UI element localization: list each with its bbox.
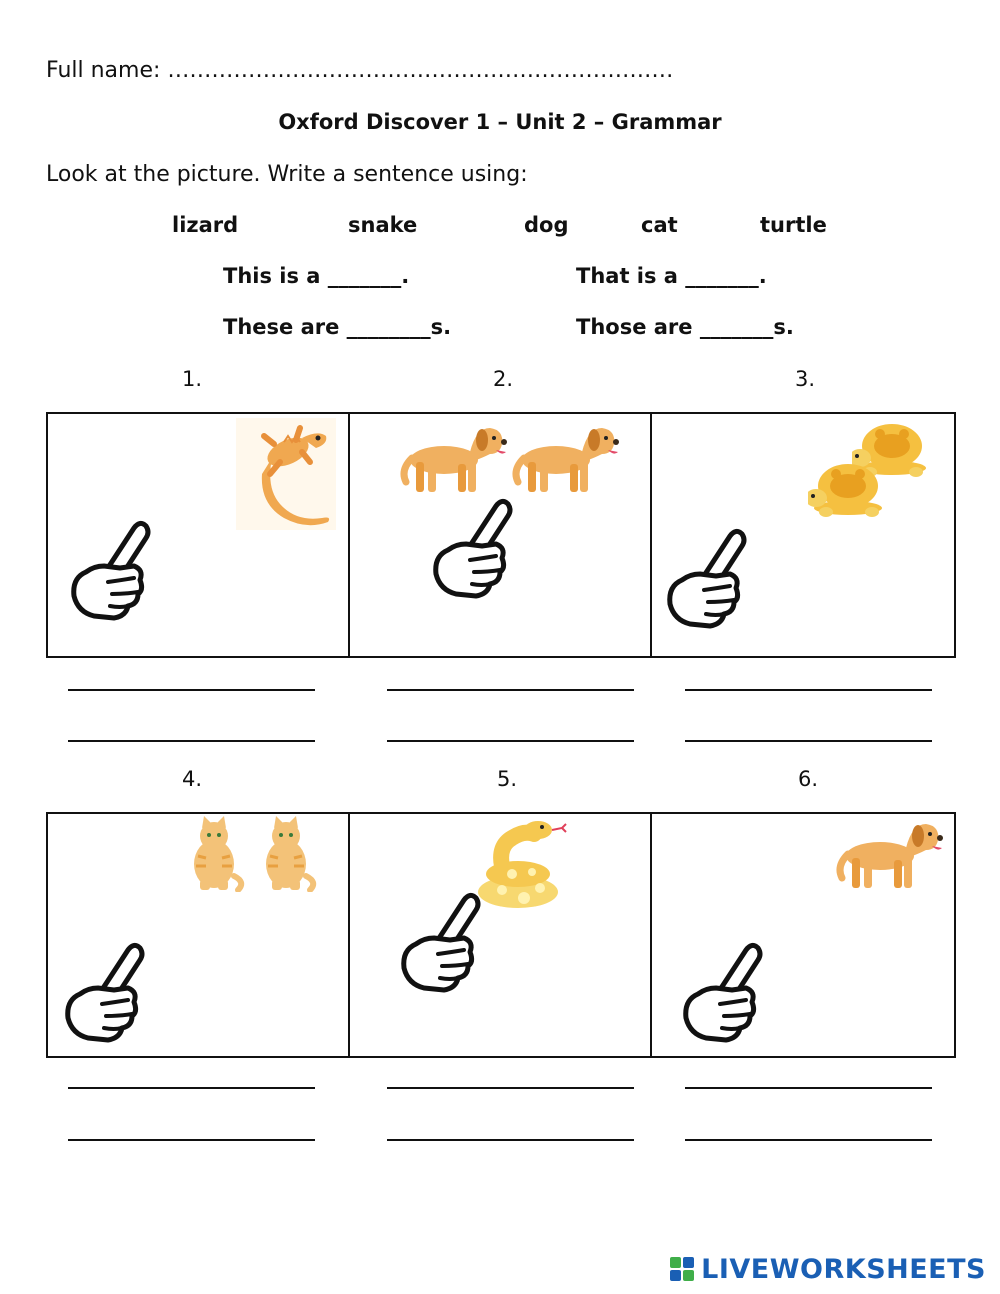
instruction-text: Look at the picture. Write a sentence using: [46, 162, 528, 187]
answer-line-2b[interactable] [387, 740, 634, 742]
answer-line-3b[interactable] [685, 740, 932, 742]
answer-line-5a[interactable] [387, 1087, 634, 1089]
pointing-hand-icon [68, 520, 154, 622]
pointing-hand-icon [664, 528, 750, 630]
answer-line-6a[interactable] [685, 1087, 932, 1089]
word-bank-lizard: lizard [172, 213, 239, 237]
exercise-number-6: 6. [797, 767, 819, 791]
exercise-number-1: 1. [181, 367, 203, 391]
answer-line-3a[interactable] [685, 689, 932, 691]
word-bank-dog: dog [524, 213, 569, 237]
answer-line-2a[interactable] [387, 689, 634, 691]
answer-line-6b[interactable] [685, 1139, 932, 1141]
cat-icon [256, 816, 320, 892]
pointing-hand-icon [430, 498, 516, 600]
answer-line-4b[interactable] [68, 1139, 315, 1141]
snake-icon [472, 816, 572, 912]
word-bank-snake: snake [348, 213, 418, 237]
grid-divider [348, 812, 350, 1058]
pointing-hand-icon [680, 942, 766, 1044]
full-name-label: Full name: …………………………………………………………… [46, 58, 674, 83]
pattern-that: That is a _______. [576, 264, 767, 288]
answer-line-1b[interactable] [68, 740, 315, 742]
liveworksheets-logo-text: LIVEWORKSHEETS [701, 1253, 986, 1285]
dog-icon [832, 814, 948, 894]
pointing-hand-icon [62, 942, 148, 1044]
answer-line-4a[interactable] [68, 1087, 315, 1089]
turtle-icon [808, 456, 888, 518]
exercise-number-4: 4. [181, 767, 203, 791]
lizard-icon [236, 418, 336, 530]
grid-divider [650, 412, 652, 658]
exercise-number-5: 5. [496, 767, 518, 791]
word-bank-cat: cat [641, 213, 678, 237]
pattern-these: These are ________s. [223, 315, 452, 339]
liveworksheets-logo [669, 1252, 986, 1286]
word-bank-turtle: turtle [760, 213, 827, 237]
exercise-number-3: 3. [794, 367, 816, 391]
worksheet-title: Oxford Discover 1 – Unit 2 – Grammar [278, 110, 722, 134]
pointing-hand-icon [398, 892, 484, 994]
dog-icon [396, 418, 512, 498]
pattern-those: Those are _______s. [576, 315, 794, 339]
liveworksheets-logo-icon [669, 1256, 695, 1282]
answer-line-5b[interactable] [387, 1139, 634, 1141]
cat-icon [184, 816, 248, 892]
dog-icon [508, 418, 624, 498]
pattern-this: This is a _______. [223, 264, 410, 288]
exercise-number-2: 2. [492, 367, 514, 391]
grid-divider [650, 812, 652, 1058]
answer-line-1a[interactable] [68, 689, 315, 691]
grid-divider [348, 412, 350, 658]
